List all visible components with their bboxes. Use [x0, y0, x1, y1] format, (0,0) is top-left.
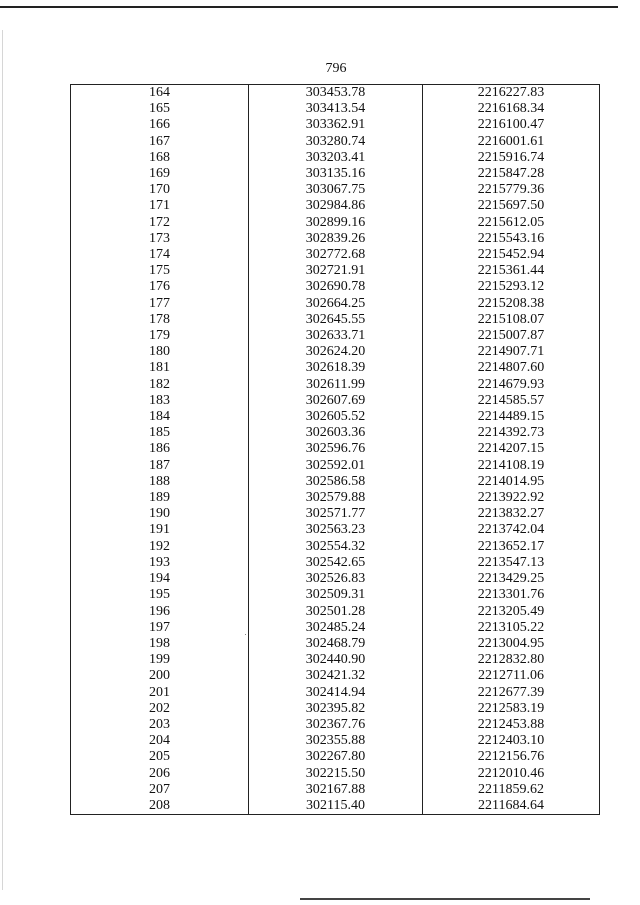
x-coordinate-cell: 303453.78	[249, 85, 423, 102]
point-number-cell: 206	[71, 766, 249, 782]
table-row	[71, 587, 600, 603]
point-number-cell: 182	[71, 377, 249, 393]
y-coordinate-cell: 2215452.94	[423, 247, 600, 263]
point-number-cell: 167	[71, 134, 249, 150]
y-coordinate-cell: 2213205.49	[423, 604, 600, 620]
x-coordinate-cell: 302721.91	[249, 263, 423, 279]
table-row	[71, 474, 600, 490]
y-coordinate-cell: 2211859.62	[423, 782, 600, 798]
table-row	[71, 490, 600, 506]
y-coordinate-cell: 2214108.19	[423, 458, 600, 474]
table-row	[71, 555, 600, 571]
x-coordinate-cell: 303413.54	[249, 101, 423, 117]
y-coordinate-cell: 2212677.39	[423, 685, 600, 701]
point-number-cell: 174	[71, 247, 249, 263]
table-row	[71, 279, 600, 295]
x-coordinate-cell: 302605.52	[249, 409, 423, 425]
y-coordinate-cell: 2214807.60	[423, 360, 600, 376]
y-coordinate-cell: 2213547.13	[423, 555, 600, 571]
y-coordinate-cell: 2213652.17	[423, 539, 600, 555]
y-coordinate-cell: 2215697.50	[423, 198, 600, 214]
y-coordinate-cell: 2215007.87	[423, 328, 600, 344]
x-coordinate-cell: 303203.41	[249, 150, 423, 166]
y-coordinate-cell: 2214392.73	[423, 425, 600, 441]
point-number-cell: 190	[71, 506, 249, 522]
point-number-cell: 165	[71, 101, 249, 117]
y-coordinate-cell: 2214679.93	[423, 377, 600, 393]
table-row	[71, 393, 600, 409]
point-number-cell: 178	[71, 312, 249, 328]
table-row	[71, 215, 600, 231]
x-coordinate-cell: 302355.88	[249, 733, 423, 749]
table-row	[71, 458, 600, 474]
table-row	[71, 166, 600, 182]
table-row	[71, 798, 600, 815]
y-coordinate-cell: 2214489.15	[423, 409, 600, 425]
table-row	[71, 377, 600, 393]
coordinates-table-body	[71, 85, 600, 815]
y-coordinate-cell: 2214014.95	[423, 474, 600, 490]
y-coordinate-cell: 2212583.19	[423, 701, 600, 717]
point-number-cell: 179	[71, 328, 249, 344]
x-coordinate-cell: 302509.31	[249, 587, 423, 603]
x-coordinate-cell: 302611.99	[249, 377, 423, 393]
point-number-cell: 172	[71, 215, 249, 231]
table-row	[71, 425, 600, 441]
point-number-cell: 183	[71, 393, 249, 409]
point-number-cell: 171	[71, 198, 249, 214]
y-coordinate-cell: 2215208.38	[423, 296, 600, 312]
x-coordinate-cell: 302468.79	[249, 636, 423, 652]
point-number-cell: 197	[71, 620, 249, 636]
point-number-cell: 196	[71, 604, 249, 620]
x-coordinate-cell: 302579.88	[249, 490, 423, 506]
y-coordinate-cell: 2215847.28	[423, 166, 600, 182]
y-coordinate-cell: 2213105.22	[423, 620, 600, 636]
y-coordinate-cell: 2214585.57	[423, 393, 600, 409]
point-number-cell: 204	[71, 733, 249, 749]
x-coordinate-cell: 302367.76	[249, 717, 423, 733]
y-coordinate-cell: 2213742.04	[423, 522, 600, 538]
point-number-cell: 176	[71, 279, 249, 295]
y-coordinate-cell: 2214907.71	[423, 344, 600, 360]
x-coordinate-cell: 302772.68	[249, 247, 423, 263]
x-coordinate-cell: 302440.90	[249, 652, 423, 668]
x-coordinate-cell: 302984.86	[249, 198, 423, 214]
x-coordinate-cell: 302501.28	[249, 604, 423, 620]
point-number-cell: 189	[71, 490, 249, 506]
y-coordinate-cell: 2212832.80	[423, 652, 600, 668]
table-row	[71, 409, 600, 425]
point-number-cell: 186	[71, 441, 249, 457]
table-row	[71, 701, 600, 717]
table-row	[71, 652, 600, 668]
x-coordinate-cell: 302664.25	[249, 296, 423, 312]
y-coordinate-cell: 2215108.07	[423, 312, 600, 328]
y-coordinate-cell: 2213832.27	[423, 506, 600, 522]
table-row	[71, 766, 600, 782]
x-coordinate-cell: 302215.50	[249, 766, 423, 782]
table-row	[71, 134, 600, 150]
y-coordinate-cell: 2212711.06	[423, 668, 600, 684]
table-row	[71, 441, 600, 457]
x-coordinate-cell: 302624.20	[249, 344, 423, 360]
table-row	[71, 247, 600, 263]
x-coordinate-cell: 302690.78	[249, 279, 423, 295]
point-number-cell: 170	[71, 182, 249, 198]
table-row	[71, 231, 600, 247]
table-row	[71, 198, 600, 214]
point-number-cell: 166	[71, 117, 249, 133]
point-number-cell: 164	[71, 85, 249, 102]
point-number-cell: 200	[71, 668, 249, 684]
y-coordinate-cell: 2216100.47	[423, 117, 600, 133]
point-number-cell: 185	[71, 425, 249, 441]
table-row	[71, 668, 600, 684]
x-coordinate-cell: 303280.74	[249, 134, 423, 150]
table-row	[71, 685, 600, 701]
table-row	[71, 539, 600, 555]
x-coordinate-cell: 302421.32	[249, 668, 423, 684]
y-coordinate-cell: 2215612.05	[423, 215, 600, 231]
point-number-cell: 199	[71, 652, 249, 668]
point-number-cell: 187	[71, 458, 249, 474]
table-row	[71, 328, 600, 344]
x-coordinate-cell: 302554.32	[249, 539, 423, 555]
y-coordinate-cell: 2216227.83	[423, 85, 600, 102]
y-coordinate-cell: 2215779.36	[423, 182, 600, 198]
coordinates-table	[70, 84, 600, 815]
y-coordinate-cell: 2215543.16	[423, 231, 600, 247]
y-coordinate-cell: 2216001.61	[423, 134, 600, 150]
point-number-cell: 193	[71, 555, 249, 571]
y-coordinate-cell: 2212156.76	[423, 749, 600, 765]
x-coordinate-cell: 302485.24	[249, 620, 423, 636]
table-row	[71, 85, 600, 102]
table-row	[71, 636, 600, 652]
table-row	[71, 604, 600, 620]
x-coordinate-cell: 302267.80	[249, 749, 423, 765]
table-row	[71, 296, 600, 312]
table-row	[71, 360, 600, 376]
point-number-cell: 205	[71, 749, 249, 765]
y-coordinate-cell: 2213429.25	[423, 571, 600, 587]
table-row	[71, 101, 600, 117]
table-row	[71, 182, 600, 198]
x-coordinate-cell: 302603.36	[249, 425, 423, 441]
table-row	[71, 150, 600, 166]
table-row	[71, 522, 600, 538]
page-number: 796	[325, 61, 347, 76]
point-number-cell: 208	[71, 798, 249, 815]
table-row	[71, 312, 600, 328]
point-number-cell: 201	[71, 685, 249, 701]
x-coordinate-cell: 303135.16	[249, 166, 423, 182]
x-coordinate-cell: 302839.26	[249, 231, 423, 247]
table-row	[71, 263, 600, 279]
y-coordinate-cell: 2215916.74	[423, 150, 600, 166]
point-number-cell: 207	[71, 782, 249, 798]
point-number-cell: 191	[71, 522, 249, 538]
y-coordinate-cell: 2214207.15	[423, 441, 600, 457]
scan-edge-top	[0, 6, 618, 8]
table-row	[71, 506, 600, 522]
point-number-cell: 198	[71, 636, 249, 652]
x-coordinate-cell: 302167.88	[249, 782, 423, 798]
point-number-cell: 188	[71, 474, 249, 490]
y-coordinate-cell: 2212010.46	[423, 766, 600, 782]
x-coordinate-cell: 302563.23	[249, 522, 423, 538]
y-coordinate-cell: 2216168.34	[423, 101, 600, 117]
x-coordinate-cell: 302414.94	[249, 685, 423, 701]
x-coordinate-cell: 302526.83	[249, 571, 423, 587]
point-number-cell: 192	[71, 539, 249, 555]
table-row	[71, 117, 600, 133]
y-coordinate-cell: 2212403.10	[423, 733, 600, 749]
x-coordinate-cell: 302115.40	[249, 798, 423, 815]
table-row	[71, 571, 600, 587]
x-coordinate-cell: 303067.75	[249, 182, 423, 198]
y-coordinate-cell: 2215293.12	[423, 279, 600, 295]
x-coordinate-cell: 302542.65	[249, 555, 423, 571]
point-number-cell: 173	[71, 231, 249, 247]
point-number-cell: 203	[71, 717, 249, 733]
point-number-cell: 168	[71, 150, 249, 166]
table-row	[71, 782, 600, 798]
point-number-cell: 194	[71, 571, 249, 587]
table-row	[71, 733, 600, 749]
x-coordinate-cell: 302571.77	[249, 506, 423, 522]
point-number-cell: 184	[71, 409, 249, 425]
point-number-cell: 169	[71, 166, 249, 182]
x-coordinate-cell: 303362.91	[249, 117, 423, 133]
x-coordinate-cell: 302607.69	[249, 393, 423, 409]
x-coordinate-cell: 302899.16	[249, 215, 423, 231]
table-row	[71, 620, 600, 636]
point-number-cell: 181	[71, 360, 249, 376]
y-coordinate-cell: 2215361.44	[423, 263, 600, 279]
table-row	[71, 749, 600, 765]
point-number-cell: 195	[71, 587, 249, 603]
scan-edge-bottom	[300, 898, 590, 900]
y-coordinate-cell: 2211684.64	[423, 798, 600, 815]
x-coordinate-cell: 302395.82	[249, 701, 423, 717]
y-coordinate-cell: 2213922.92	[423, 490, 600, 506]
table-row	[71, 344, 600, 360]
x-coordinate-cell: 302618.39	[249, 360, 423, 376]
point-number-cell: 202	[71, 701, 249, 717]
y-coordinate-cell: 2212453.88	[423, 717, 600, 733]
point-number-cell: 180	[71, 344, 249, 360]
point-number-cell: 177	[71, 296, 249, 312]
scan-edge-left	[2, 30, 3, 890]
x-coordinate-cell: 302596.76	[249, 441, 423, 457]
x-coordinate-cell: 302645.55	[249, 312, 423, 328]
y-coordinate-cell: 2213004.95	[423, 636, 600, 652]
point-number-cell: 175	[71, 263, 249, 279]
x-coordinate-cell: 302586.58	[249, 474, 423, 490]
table-row	[71, 717, 600, 733]
y-coordinate-cell: 2213301.76	[423, 587, 600, 603]
x-coordinate-cell: 302592.01	[249, 458, 423, 474]
x-coordinate-cell: 302633.71	[249, 328, 423, 344]
